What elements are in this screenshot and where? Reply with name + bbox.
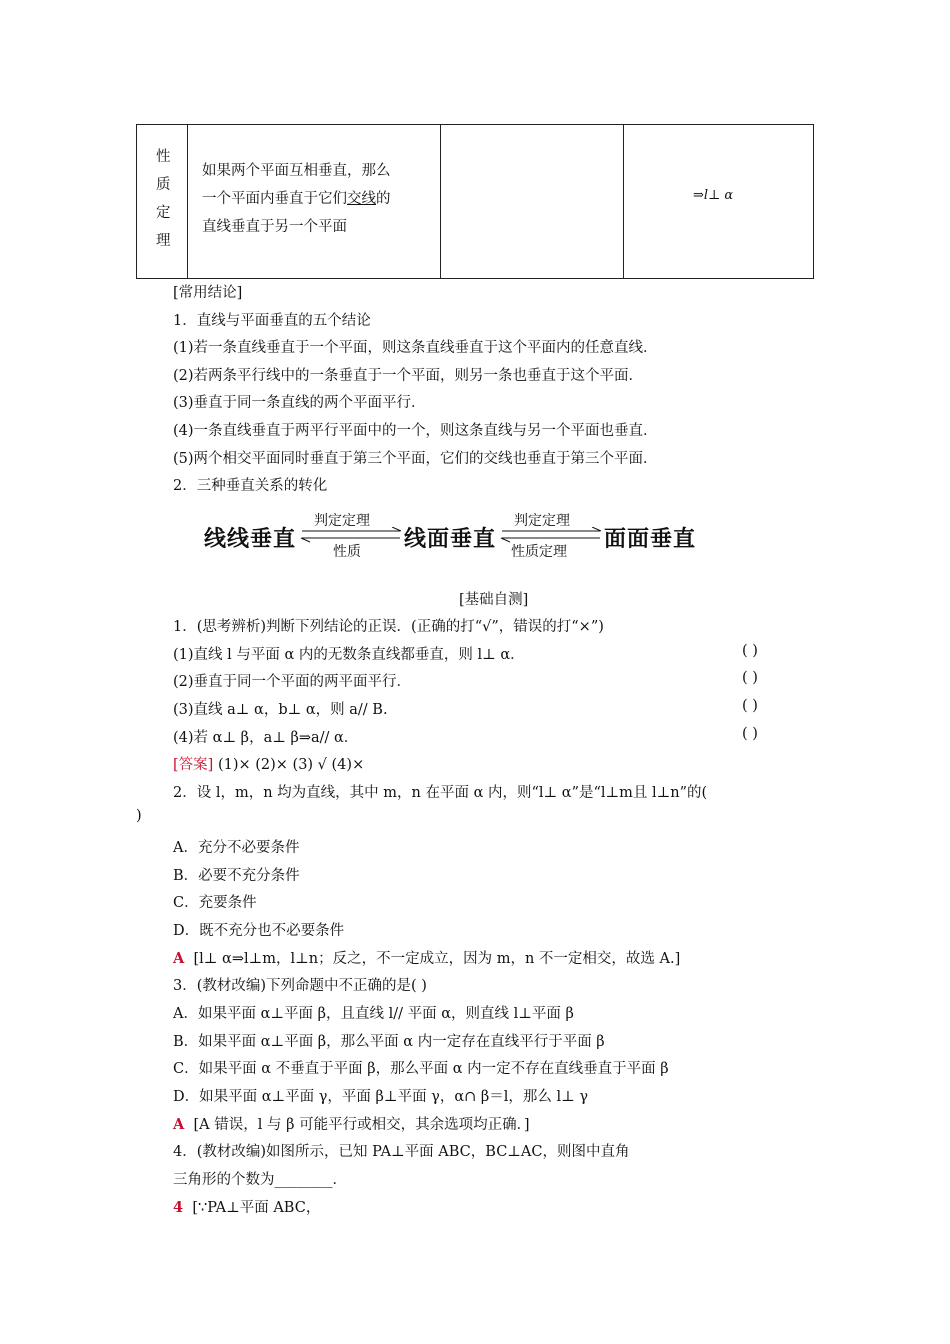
row-header-char: 定 (156, 205, 171, 221)
answer-line (173, 1196, 320, 1217)
choice-option: D．如果平面 α⊥平面 γ，平面 β⊥平面 γ，α∩ β＝l，那么 l⊥ γ (173, 1089, 589, 1105)
choice-option: A．充分不必要条件 (173, 840, 300, 856)
answer-blank: ( ) (742, 726, 758, 742)
answer-line (173, 947, 680, 968)
conclusion-line: (1)若一条直线垂直于一个平面，则这条直线垂直于这个平面内的任意直线． (173, 340, 658, 356)
answer-blank: ( ) (742, 670, 758, 686)
arrow-label: 性质定理 (511, 544, 567, 560)
judgement-item: (1)直线 l 与平面 α 内的无数条直线都垂直，则 l⊥ α． (173, 647, 525, 663)
theorem-table (136, 124, 814, 279)
choice-option: D．既不充分也不必要条件 (173, 923, 345, 939)
answer-blank: ( ) (742, 643, 758, 659)
theorem-text-line: 直线垂直于另一个平面 (202, 219, 347, 235)
conclusion-line: (4)一条直线垂直于两平行平面中的一个，则这条直线与另一个平面也垂直． (173, 423, 658, 439)
answer-text: [A 错误，l 与 β 可能平行或相交，其余选项均正确．] (193, 1117, 530, 1133)
answer-tag: [答案] (173, 757, 214, 773)
answer-text: [l⊥ α⇒l⊥m，l⊥n；反之，不一定成立，因为 m，n 不一定相交，故选 A.] (193, 951, 681, 967)
question-title: 2．设 l，m，n 均为直线，其中 m，n 在平面 α 内，则“l⊥ α”是“l⊥m且 l⊥n”的( (173, 785, 708, 801)
row-header-char: 质 (156, 177, 171, 193)
theorem-text-line: 如果两个平面互相垂直，那么 (202, 163, 391, 179)
arrow-label: 性质 (333, 544, 361, 560)
diagram-node: 线线垂直 (204, 526, 297, 552)
choice-option: C．充要条件 (173, 895, 257, 911)
answer-text: [∵PA⊥平面 ABC， (192, 1200, 321, 1216)
judgement-item: (2)垂直于同一个平面的两平面平行． (173, 674, 412, 690)
answer-text: (1)× (2)× (3) √ (4)× (217, 757, 365, 773)
conclusion-title: 2．三种垂直关系的转化 (173, 478, 328, 494)
question-title: 1．(思考辨析)判断下列结论的正误．(正确的打“√”，错误的打“×”) (173, 619, 604, 635)
diagram-node: 面面垂直 (604, 526, 697, 552)
row-header-char: 性 (156, 149, 171, 165)
question-title: 三角形的个数为________． (173, 1172, 347, 1188)
theorem-text-line: 一个平面内垂直于它们交线的 (202, 191, 391, 207)
section-heading: [基础自测] (459, 592, 529, 608)
arrow-label: 判定定理 (514, 513, 570, 529)
row-header-char: 理 (156, 233, 171, 249)
diagram-node: 线面垂直 (404, 526, 497, 552)
answer-letter: A (173, 1116, 185, 1133)
choice-option: B．如果平面 α⊥平面 β，那么平面 α 内一定存在直线平行于平面 β (173, 1034, 605, 1050)
conclusion-line: (2)若两条平行线中的一条垂直于一个平面，则另一条也垂直于这个平面． (173, 368, 644, 384)
double-arrow-icon (500, 527, 604, 543)
answer-letter: A (173, 950, 185, 967)
question-title: 4．(教材改编)如图所示，已知 PA⊥平面 ABC，BC⊥AC，则图中直角 (173, 1144, 630, 1160)
answer-line (173, 1113, 529, 1134)
conclusion-title: 1．直线与平面垂直的五个结论 (173, 313, 371, 329)
conclusion-line: (3)垂直于同一条直线的两个平面平行． (173, 395, 426, 411)
table-divider (187, 125, 188, 278)
question-title-cont: ) (136, 808, 142, 824)
answer-line (173, 753, 364, 774)
judgement-item: (4)若 α⊥ β，a⊥ β⇒a// α． (173, 730, 359, 746)
question-title: 3．(教材改编)下列命题中不正确的是( ) (173, 978, 427, 994)
table-divider (623, 125, 624, 278)
section-heading: [常用结论] (173, 285, 243, 301)
arrow-label: 判定定理 (314, 513, 370, 529)
conclusion-line: (5)两个相交平面同时垂直于第三个平面，它们的交线也垂直于第三个平面． (173, 451, 658, 467)
choice-option: A．如果平面 α⊥平面 β，且直线 l// 平面 α，则直线 l⊥平面 β (173, 1006, 574, 1022)
answer-letter: 4 (173, 1199, 184, 1216)
choice-option: C．如果平面 α 不垂直于平面 β，那么平面 α 内一定不存在直线垂直于平面 β (173, 1061, 669, 1077)
theorem-formula: ⇒l⊥ α (693, 188, 734, 203)
double-arrow-icon (300, 527, 404, 543)
table-divider (440, 125, 441, 278)
answer-blank: ( ) (742, 698, 758, 714)
choice-option: B．必要不充分条件 (173, 868, 300, 884)
judgement-item: (3)直线 a⊥ α，b⊥ α，则 a// B. (173, 702, 388, 718)
